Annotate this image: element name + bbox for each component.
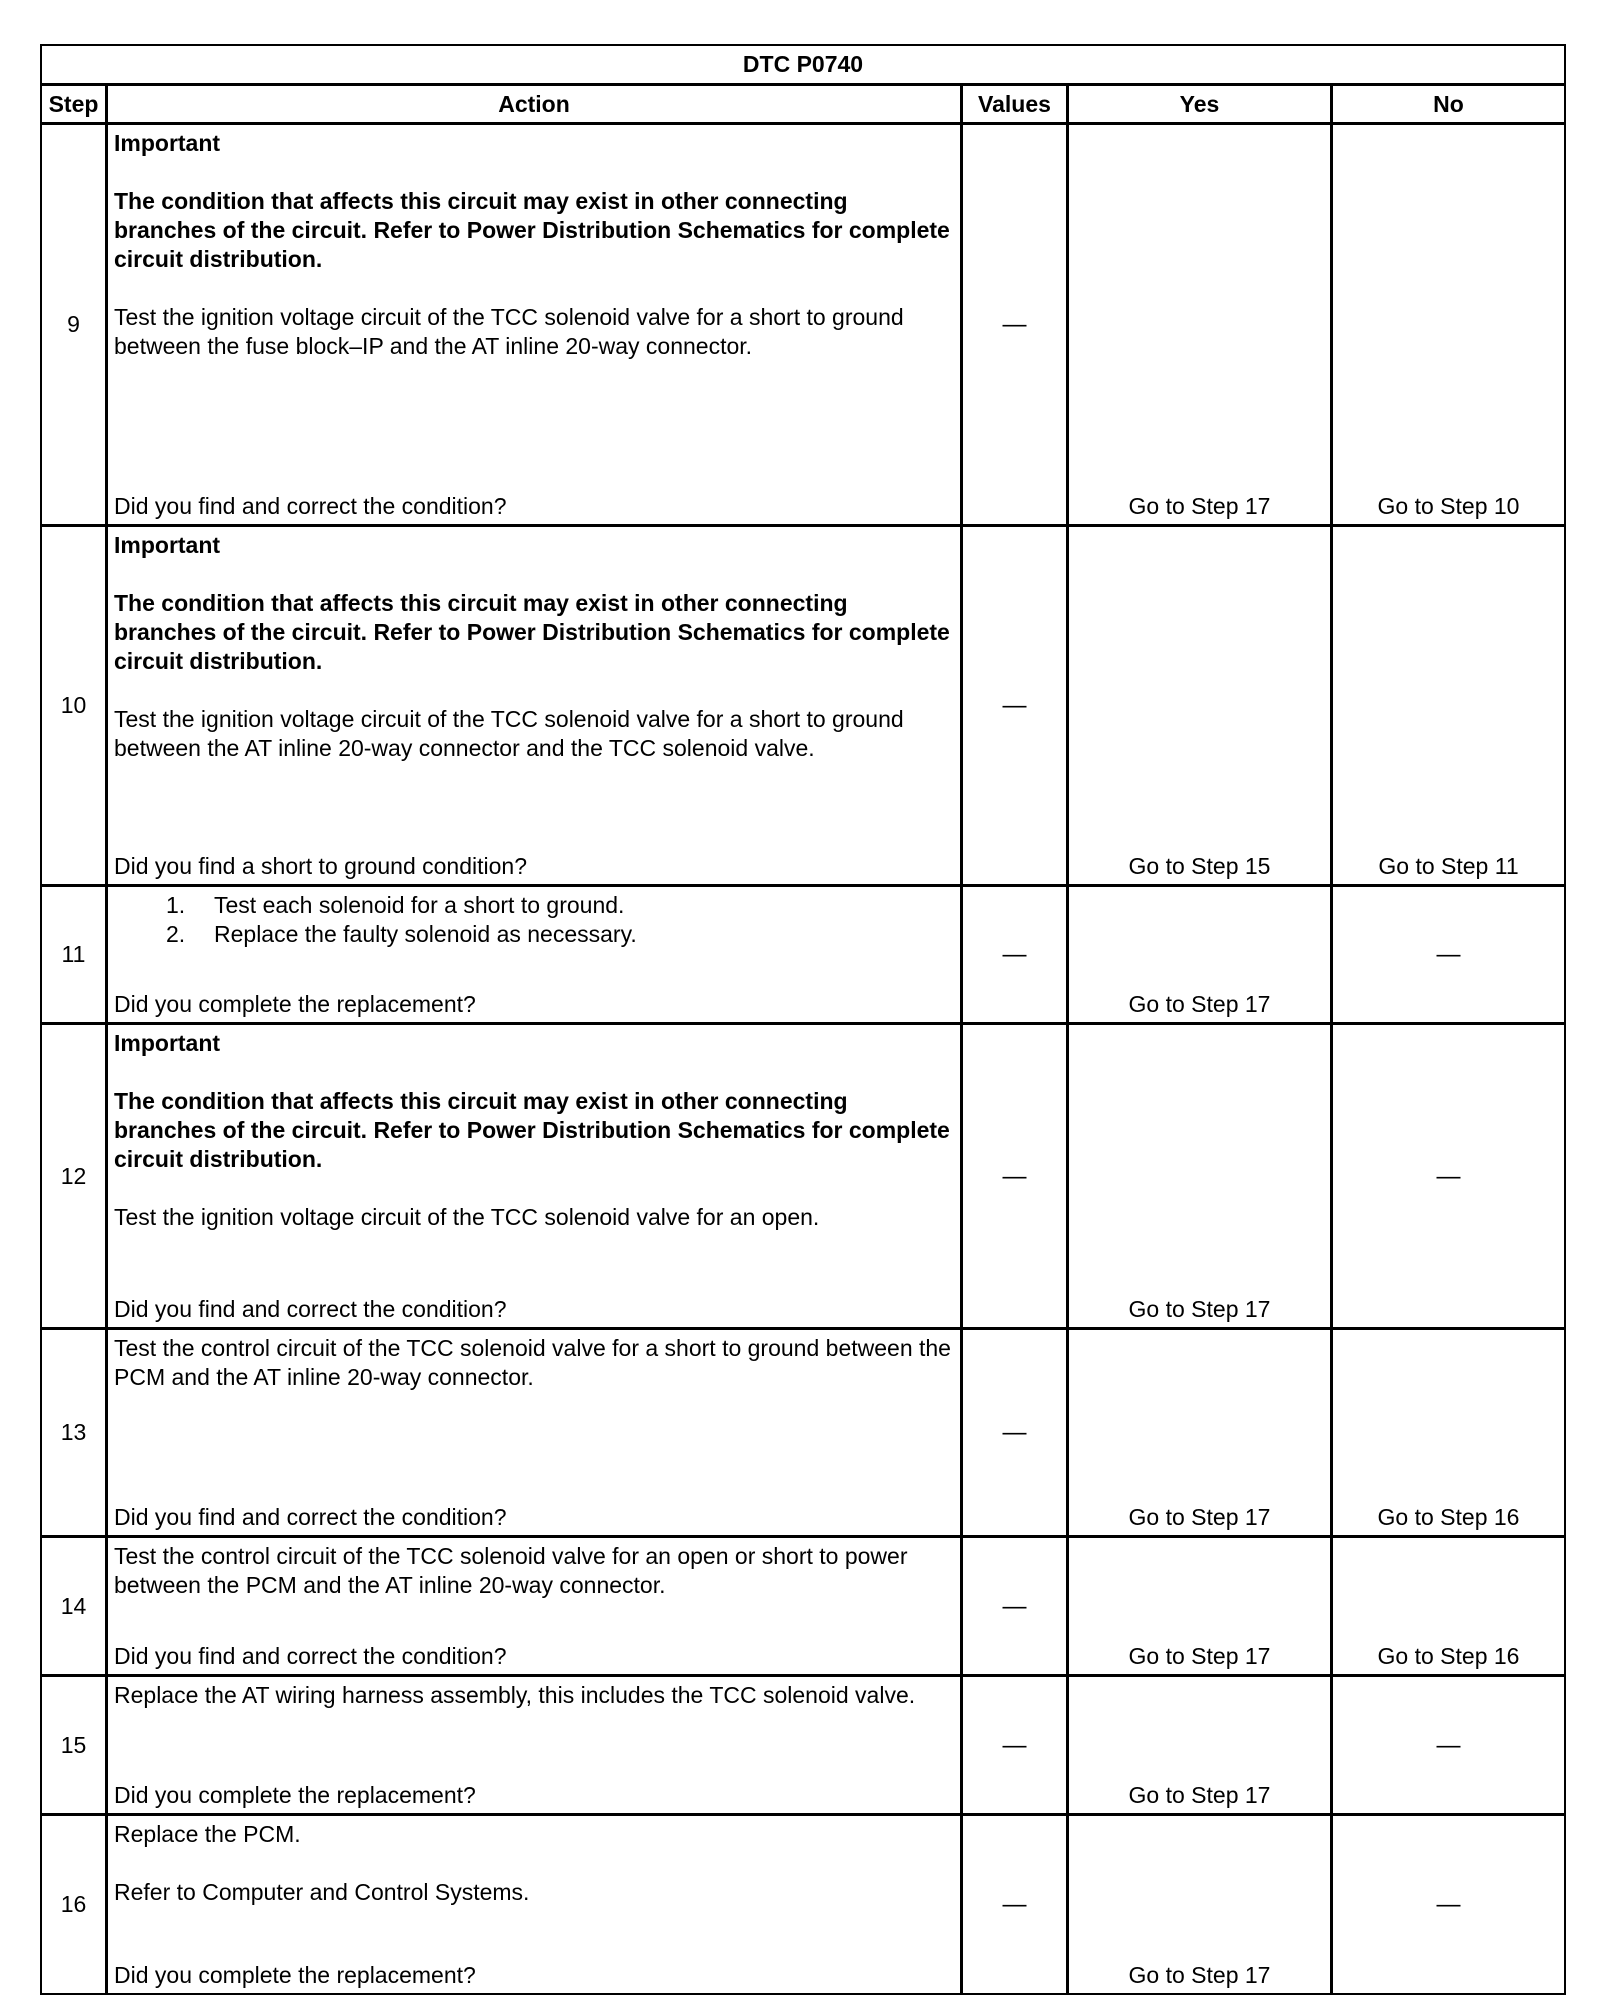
important-label: Important [114,1030,221,1056]
yes-cell: Go to Step 17 [1069,1330,1333,1538]
header-no: No [1333,86,1564,125]
table-row [42,887,1564,1025]
action-question: Did you complete the replacement? [114,1782,476,1808]
diagnostic-table [40,44,1566,1995]
step-number: 9 [42,125,108,527]
action-text: Test the control circuit of the TCC solenoid valve for an open or short to power between the PCM and the AT inline 20-way connector. [114,1543,908,1598]
important-label: Important [114,532,221,558]
important-label: Important [114,130,221,156]
table-row [42,125,1564,527]
table-row [42,1025,1564,1330]
action-text: Test the ignition voltage circuit of the TCC solenoid valve for a short to ground between the AT inline 20-way connector and the TCC solenoid valve. [114,706,904,761]
step-number: 13 [42,1330,108,1538]
yes-cell: Go to Step 15 [1069,527,1333,887]
header-yes: Yes [1069,86,1333,125]
list-item: 1. Test each solenoid for a short to ground. [166,892,625,918]
list-item: 2. Replace the faulty solenoid as necessary. [166,921,637,947]
table-row [42,527,1564,887]
action-question: Did you find a short to ground condition? [114,853,527,879]
important-note: The condition that affects this circuit may exist in other connecting branches of the circuit. Refer to Power Distribution Schematics for complete circuit distribution. [114,590,950,674]
no-cell: — [1333,887,1564,1025]
action-question: Did you find and correct the condition? [114,1643,507,1669]
action-cell [108,887,963,1025]
numbered-list [114,891,954,949]
action-text: Test the ignition voltage circuit of the TCC solenoid valve for a short to ground between the fuse block–IP and the AT inline 20-way connector. [114,304,904,359]
action-text: Replace the PCM. [114,1821,301,1847]
yes-cell: Go to Step 17 [1069,125,1333,527]
table-row [42,1677,1564,1816]
header-action: Action [108,86,963,125]
no-cell: — [1333,1677,1564,1816]
values-cell: — [963,1538,1069,1677]
step-number: 14 [42,1538,108,1677]
step-number: 16 [42,1816,108,1993]
no-cell: Go to Step 16 [1333,1538,1564,1677]
action-cell [108,1816,963,1993]
table-row [42,1538,1564,1677]
step-number: 11 [42,887,108,1025]
action-cell [108,527,963,887]
action-question: Did you find and correct the condition? [114,1504,507,1530]
step-number: 12 [42,1025,108,1330]
action-cell [108,1538,963,1677]
no-cell: Go to Step 16 [1333,1330,1564,1538]
action-cell [108,1025,963,1330]
values-cell: — [963,527,1069,887]
yes-cell: Go to Step 17 [1069,887,1333,1025]
action-cell [108,1330,963,1538]
table-row [42,1330,1564,1538]
values-cell: — [963,1816,1069,1993]
values-cell: — [963,887,1069,1025]
values-cell: — [963,125,1069,527]
step-number: 10 [42,527,108,887]
no-cell: — [1436,1891,1461,1918]
values-cell: — [963,1330,1069,1538]
action-cell [108,125,963,527]
action-text: Test the control circuit of the TCC solenoid valve for a short to ground between the PCM and the AT inline 20-way connector. [114,1335,951,1390]
action-cell [108,1677,963,1816]
no-cell: Go to Step 11 [1333,527,1564,887]
header-step: Step [42,86,108,125]
yes-cell: Go to Step 17 [1069,1025,1333,1330]
step-number: 15 [42,1677,108,1816]
yes-cell: Go to Step 17 [1069,1816,1333,1993]
values-cell: — [963,1025,1069,1330]
no-cell: Go to Step 10 [1333,125,1564,527]
important-note: The condition that affects this circuit may exist in other connecting branches of the circuit. Refer to Power Distribution Schematics for complete circuit distribution. [114,188,950,272]
action-question: Did you find and correct the condition? [114,493,507,519]
table-row [42,1816,1564,1993]
action-text: Test the ignition voltage circuit of the TCC solenoid valve for an open. [114,1204,820,1230]
yes-cell: Go to Step 17 [1069,1538,1333,1677]
no-cell: — [1333,1025,1564,1330]
action-question: Did you find and correct the condition? [114,1296,507,1322]
table-title: DTC P0740 [42,46,1564,86]
important-note: The condition that affects this circuit may exist in other connecting branches of the circuit. Refer to Power Distribution Schematics for complete circuit distribution. [114,1088,950,1172]
action-text: Replace the AT wiring harness assembly, this includes the TCC solenoid valve. [114,1682,916,1708]
yes-cell: Go to Step 17 [1069,1677,1333,1816]
values-cell: — [963,1677,1069,1816]
action-question: Did you complete the replacement? [114,991,476,1017]
action-reference: Refer to Computer and Control Systems. [114,1879,530,1905]
action-question: Did you complete the replacement? [114,1962,476,1988]
header-values: Values [963,86,1069,125]
